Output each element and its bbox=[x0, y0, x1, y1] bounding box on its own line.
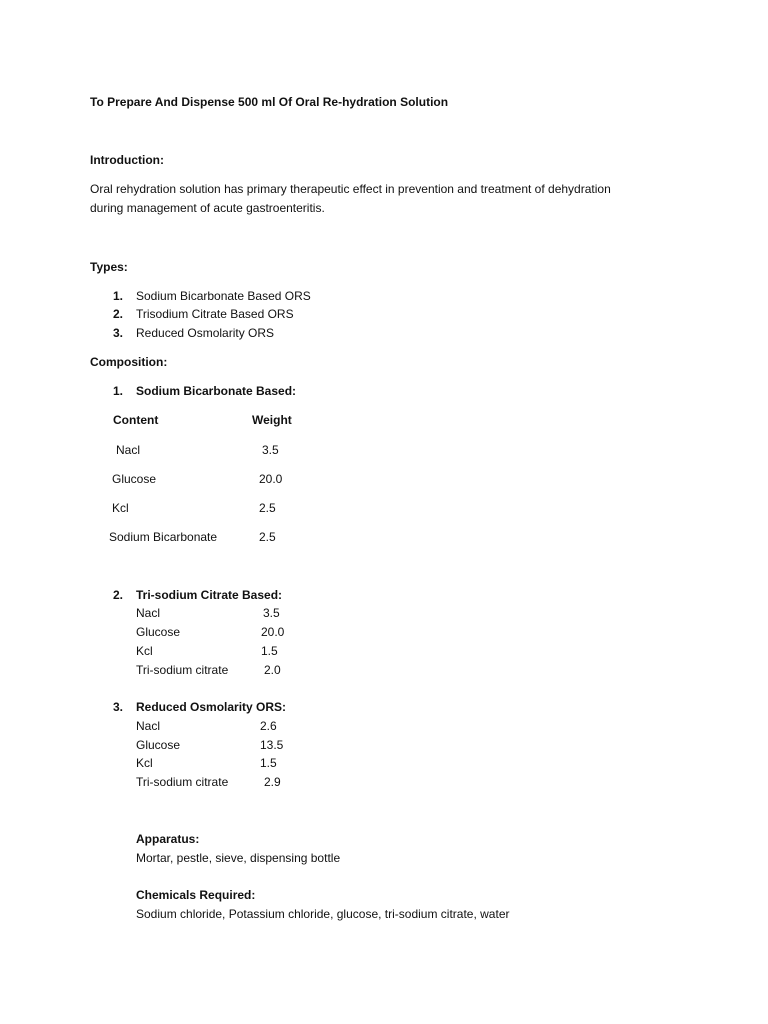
introduction-text-line: during management of acute gastroenteritis. bbox=[90, 201, 325, 215]
ingredient-name: Tri-sodium citrate bbox=[136, 775, 229, 789]
ingredient-name: Glucose bbox=[136, 738, 181, 752]
ingredient-weight: 3.5 bbox=[263, 606, 280, 620]
ingredient-name: Tri-sodium citrate bbox=[136, 663, 229, 677]
ingredient-weight: 2.6 bbox=[260, 719, 277, 733]
page-title: To Prepare And Dispense 500 ml Of Oral Re-hydration Solution bbox=[90, 95, 449, 109]
ingredient-weight: 13.5 bbox=[260, 738, 284, 752]
apparatus-heading: Apparatus: bbox=[136, 832, 200, 846]
ingredient-weight: 2.5 bbox=[259, 530, 276, 544]
introduction-text-line: Oral rehydration solution has primary therapeutic effect in prevention and treatment of dehydration bbox=[90, 182, 611, 196]
composition-section-number: 3. bbox=[113, 700, 124, 714]
ingredient-weight: 1.5 bbox=[261, 644, 278, 658]
types-item-number: 3. bbox=[113, 326, 124, 340]
ingredient-weight: 2.9 bbox=[264, 775, 281, 789]
composition-section-title: Tri-sodium Citrate Based: bbox=[136, 588, 283, 602]
chemicals-heading: Chemicals Required: bbox=[136, 888, 256, 902]
types-item-number: 1. bbox=[113, 289, 124, 303]
types-item-number: 2. bbox=[113, 307, 124, 321]
ingredient-weight: 1.5 bbox=[260, 756, 277, 770]
composition-section-number: 1. bbox=[113, 384, 124, 398]
ingredient-name: Kcl bbox=[136, 756, 153, 770]
composition-section-number: 2. bbox=[113, 588, 124, 602]
ingredient-weight: 2.0 bbox=[264, 663, 281, 677]
ingredient-name: Nacl bbox=[136, 719, 161, 733]
types-item-text: Trisodium Citrate Based ORS bbox=[136, 307, 294, 321]
composition-section-title: Reduced Osmolarity ORS: bbox=[136, 700, 287, 714]
ingredient-weight: 2.5 bbox=[259, 501, 276, 515]
ingredient-name: Nacl bbox=[136, 606, 161, 620]
table-header-content: Content bbox=[113, 413, 159, 427]
ingredient-name: Kcl bbox=[136, 644, 153, 658]
types-heading: Types: bbox=[90, 260, 128, 274]
chemicals-text: Sodium chloride, Potassium chloride, glucose, tri-sodium citrate, water bbox=[136, 907, 510, 921]
ingredient-name: Kcl bbox=[112, 501, 129, 515]
ingredient-name: Sodium Bicarbonate bbox=[109, 530, 218, 544]
types-item-text: Sodium Bicarbonate Based ORS bbox=[136, 289, 311, 303]
apparatus-text: Mortar, pestle, sieve, dispensing bottle bbox=[136, 851, 341, 865]
ingredient-weight: 20.0 bbox=[261, 625, 285, 639]
composition-section-title: Sodium Bicarbonate Based: bbox=[136, 384, 297, 398]
table-header-weight: Weight bbox=[252, 413, 292, 427]
introduction-heading: Introduction: bbox=[90, 153, 164, 167]
ingredient-name: Nacl bbox=[116, 443, 141, 457]
composition-heading: Composition: bbox=[90, 355, 168, 369]
ingredient-weight: 3.5 bbox=[262, 443, 279, 457]
ingredient-weight: 20.0 bbox=[259, 472, 283, 486]
ingredient-name: Glucose bbox=[112, 472, 157, 486]
ingredient-name: Glucose bbox=[136, 625, 181, 639]
types-item-text: Reduced Osmolarity ORS bbox=[136, 326, 275, 340]
